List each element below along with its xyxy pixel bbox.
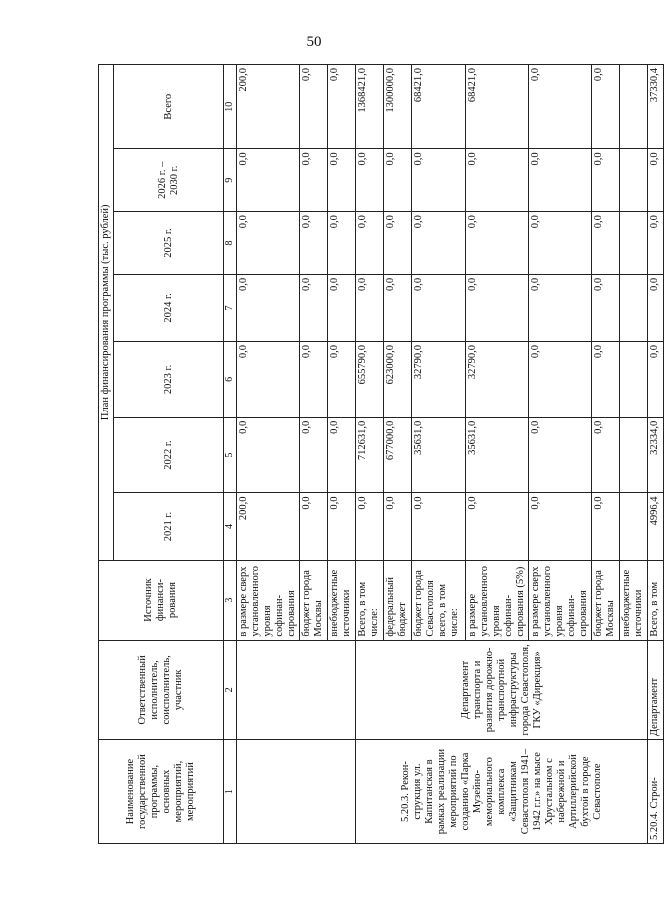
- value-cell: 0,0: [412, 212, 466, 275]
- value-cell: 0,0: [300, 417, 328, 493]
- column-number: 7: [224, 274, 237, 341]
- source-cell: в размере сверх установленного уровня софинан-сирования: [237, 560, 300, 640]
- value-cell: 677000,0: [384, 417, 412, 493]
- header-source: Источник финанси-рования: [99, 560, 224, 640]
- value-cell: 0,0: [328, 493, 356, 560]
- value-cell: 0,0: [300, 342, 328, 418]
- value-cell: 0,0: [412, 274, 466, 341]
- header-executor: Ответственный исполнитель, соисполнитель, участник: [99, 640, 224, 740]
- value-cell: 0,0: [356, 149, 384, 212]
- source-cell: бюджет города Москвы: [300, 560, 328, 640]
- value-cell: 0,0: [529, 493, 592, 560]
- value-cell: [620, 417, 648, 493]
- value-cell: 0,0: [237, 149, 300, 212]
- value-cell: 0,0: [412, 149, 466, 212]
- header-plan: План финансирования программы (тыс. рублей): [99, 65, 114, 561]
- value-cell: 0,0: [356, 212, 384, 275]
- source-cell: Всего, в том: [648, 560, 664, 640]
- value-cell: 0,0: [592, 417, 620, 493]
- source-cell: федеральный бюджет: [384, 560, 412, 640]
- value-cell: 0,0: [300, 149, 328, 212]
- column-number: 5: [224, 417, 237, 493]
- value-cell: 200,0: [237, 65, 300, 149]
- value-cell: 0,0: [356, 274, 384, 341]
- value-cell: 0,0: [384, 274, 412, 341]
- value-cell: [620, 149, 648, 212]
- header-year-2025: 2025 г.: [114, 212, 224, 275]
- value-cell: 0,0: [466, 149, 529, 212]
- prev-name-cell: [237, 740, 356, 844]
- value-cell: 0,0: [529, 342, 592, 418]
- value-cell: 0,0: [648, 274, 664, 341]
- value-cell: 68421,0: [466, 65, 529, 149]
- page-number: 50: [306, 34, 322, 50]
- value-cell: 0,0: [529, 212, 592, 275]
- value-cell: 0,0: [466, 274, 529, 341]
- value-cell: [620, 342, 648, 418]
- source-cell: бюджет города Москвы: [592, 560, 620, 640]
- value-cell: 0,0: [384, 149, 412, 212]
- header-year-2021: 2021 г.: [114, 493, 224, 560]
- header-name: Наименование государственной программы, основных мероприятий, мероприятий: [99, 740, 224, 844]
- column-number: 6: [224, 342, 237, 418]
- value-cell: 0,0: [328, 65, 356, 149]
- value-cell: 0,0: [237, 417, 300, 493]
- value-cell: [620, 65, 648, 149]
- value-cell: 0,0: [592, 493, 620, 560]
- value-cell: 655790,0: [356, 342, 384, 418]
- measure-5-20-3-name: 5.20.3. Рекон-струкция ул. Капитанская в рамках реализации мероприятий по созданию «Парка Музейно-мемориального комплекса «Защитникам Севастополя 1941–1942 г.г.» на мысе Хрустальном с набережной и Артиллерийской бухтой в городе Севастополе: [356, 740, 648, 844]
- header-year-2026-2030: 2026 г. – 2030 г.: [114, 149, 224, 212]
- value-cell: 0,0: [648, 149, 664, 212]
- header-year-2024: 2024 г.: [114, 274, 224, 341]
- value-cell: 0,0: [592, 274, 620, 341]
- header-year-2022: 2022 г.: [114, 417, 224, 493]
- financing-table: [98, 64, 664, 844]
- value-cell: 0,0: [648, 212, 664, 275]
- measure-5-20-3-executor: Департамент транспорта и развития дорожно-транспортной инфраструктуры города Севастополя, ГКУ «Дирекция»: [356, 640, 648, 740]
- column-number: 1: [224, 740, 237, 844]
- value-cell: 0,0: [300, 65, 328, 149]
- header-year-2023: 2023 г.: [114, 342, 224, 418]
- value-cell: 0,0: [592, 149, 620, 212]
- value-cell: 0,0: [328, 212, 356, 275]
- value-cell: 0,0: [356, 493, 384, 560]
- value-cell: 0,0: [328, 274, 356, 341]
- value-cell: 1368421,0: [356, 65, 384, 149]
- value-cell: 0,0: [412, 493, 466, 560]
- column-number: 9: [224, 149, 237, 212]
- value-cell: 35631,0: [412, 417, 466, 493]
- header-total: Всего: [114, 65, 224, 149]
- value-cell: 0,0: [592, 212, 620, 275]
- value-cell: 0,0: [328, 342, 356, 418]
- value-cell: 32790,0: [412, 342, 466, 418]
- source-cell: внебюджетные источники: [620, 560, 648, 640]
- value-cell: 0,0: [529, 149, 592, 212]
- prev-executor-cell: [237, 640, 356, 740]
- value-cell: 0,0: [300, 274, 328, 341]
- value-cell: 1300000,0: [384, 65, 412, 149]
- value-cell: 0,0: [237, 212, 300, 275]
- value-cell: 200,0: [237, 493, 300, 560]
- value-cell: 0,0: [529, 417, 592, 493]
- value-cell: [620, 493, 648, 560]
- value-cell: 4996,4: [648, 493, 664, 560]
- value-cell: 0,0: [529, 65, 592, 149]
- value-cell: 35631,0: [466, 417, 529, 493]
- value-cell: 0,0: [648, 342, 664, 418]
- value-cell: 68421,0: [412, 65, 466, 149]
- value-cell: 0,0: [328, 149, 356, 212]
- value-cell: 0,0: [592, 65, 620, 149]
- value-cell: [620, 212, 648, 275]
- value-cell: 0,0: [592, 342, 620, 418]
- source-cell: в размере сверх установленного уровня софинан-сирования: [529, 560, 592, 640]
- value-cell: 0,0: [328, 417, 356, 493]
- value-cell: 0,0: [466, 493, 529, 560]
- value-cell: 0,0: [384, 212, 412, 275]
- value-cell: 32790,0: [466, 342, 529, 418]
- column-number: 10: [224, 65, 237, 149]
- value-cell: 0,0: [529, 274, 592, 341]
- source-cell: внебюджетные источники: [328, 560, 356, 640]
- source-cell: в размере установленного уровня софинан-сирования (5%): [466, 560, 529, 640]
- source-cell: Всего, в том числе:: [356, 560, 384, 640]
- value-cell: 37330,4: [648, 65, 664, 149]
- value-cell: 0,0: [384, 493, 412, 560]
- value-cell: 32334,0: [648, 417, 664, 493]
- rotated-table-wrapper: [98, 64, 660, 844]
- measure-5-20-4-name: 5.20.4. Строи-: [648, 740, 664, 844]
- value-cell: 0,0: [466, 212, 529, 275]
- column-number: 3: [224, 560, 237, 640]
- measure-5-20-4-executor: Департамент: [648, 640, 664, 740]
- source-cell: бюджет города Севастополя всего, в том числе:: [412, 560, 466, 640]
- value-cell: 0,0: [300, 212, 328, 275]
- column-number: 8: [224, 212, 237, 275]
- value-cell: 0,0: [300, 493, 328, 560]
- value-cell: 0,0: [237, 342, 300, 418]
- value-cell: 0,0: [237, 274, 300, 341]
- value-cell: 623000,0: [384, 342, 412, 418]
- column-number: 2: [224, 640, 237, 740]
- column-number: 4: [224, 493, 237, 560]
- value-cell: 712631,0: [356, 417, 384, 493]
- value-cell: [620, 274, 648, 341]
